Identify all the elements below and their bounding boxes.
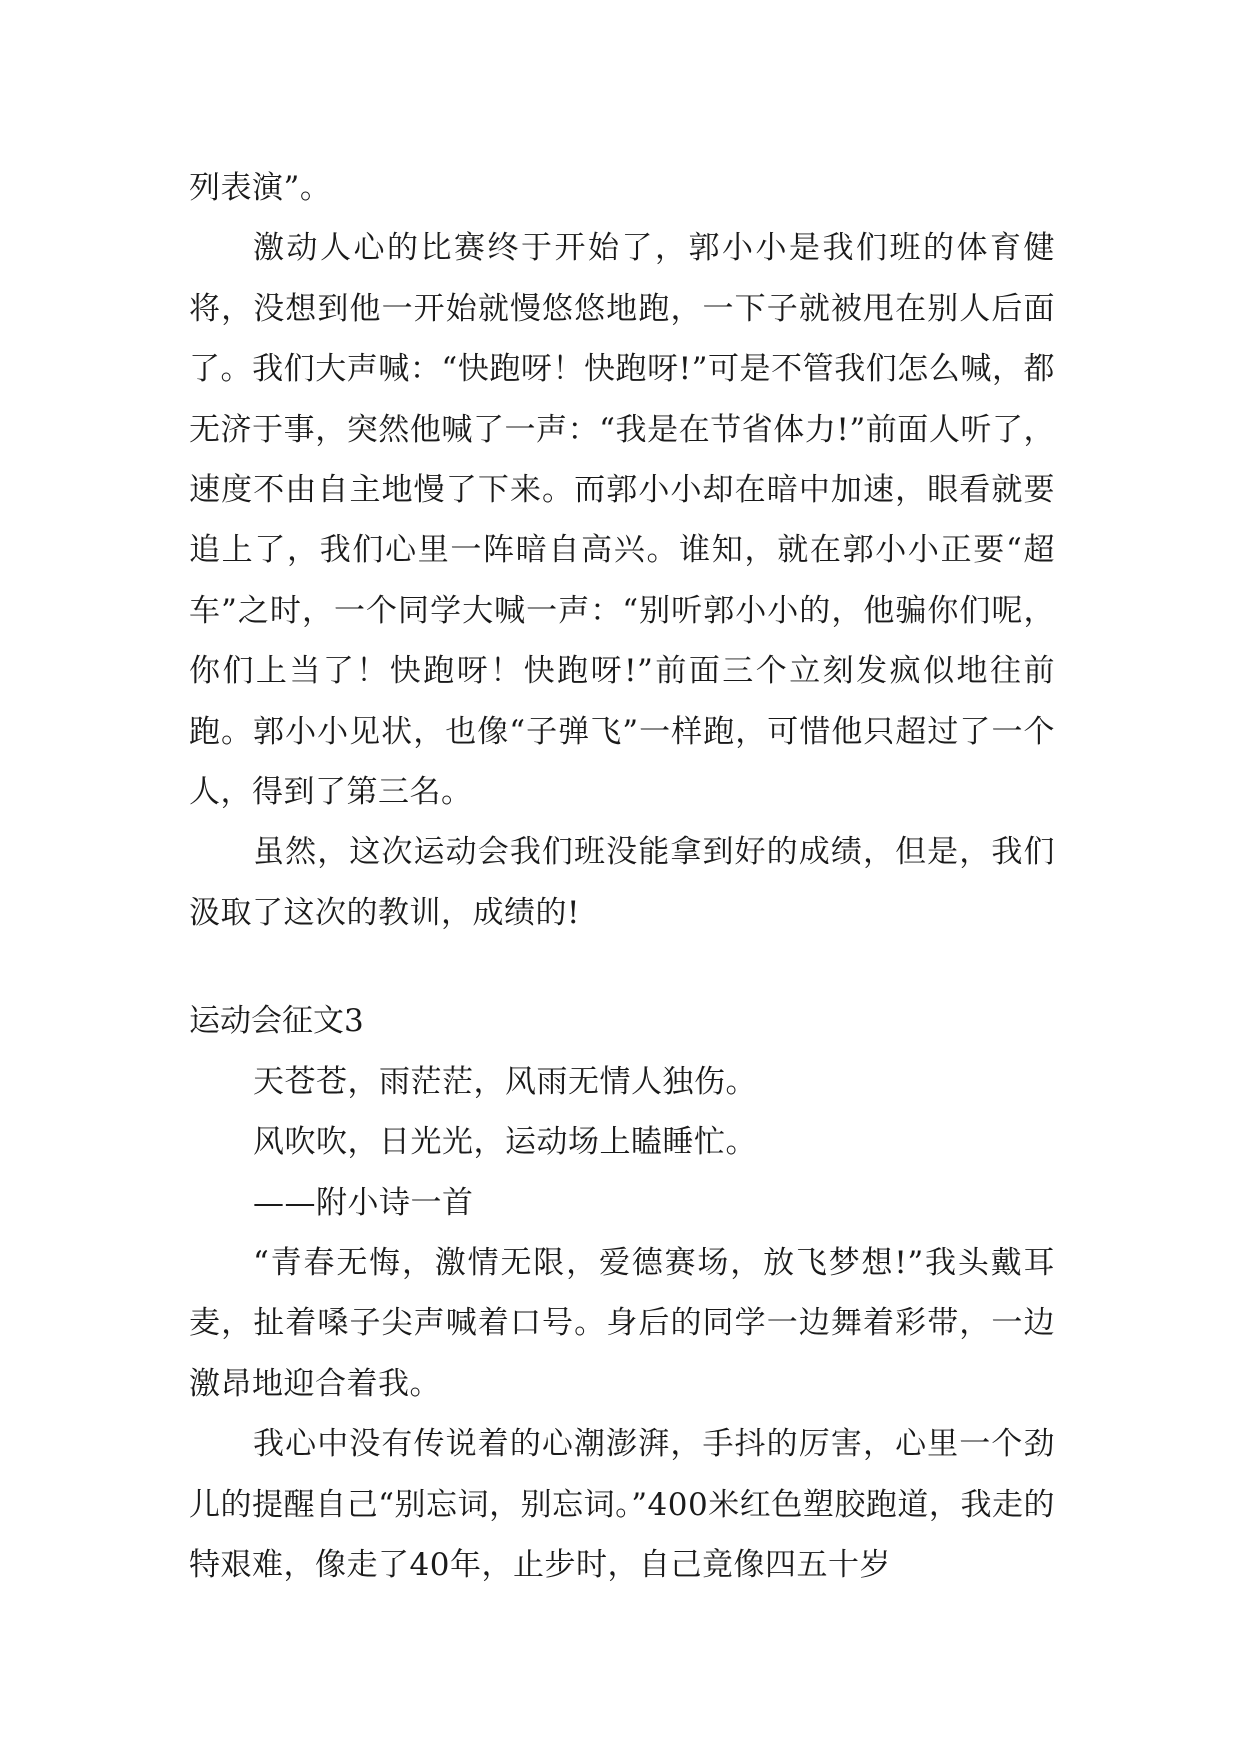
paragraph-race: 激动人心的比赛终于开始了，郭小小是我们班的体育健将，没想到他一开始就慢悠悠地跑，一下子就被甩在别人后面了。我们大声喊：“快跑呀！快跑呀!”可是不管我们怎么喊，都无济于事，突然他喊了一声：“我是在节省体力!”前面人听了，速度不由自主地慢了下来。而郭小小却在暗中加速，眼看就要追上了，我们心里一阵暗自高兴。谁知，就在郭小小正要“超车”之时，一个同学大喊一声：“别听郭小小的，他骗你们呢，你们上当了！快跑呀！快跑呀!”前面三个立刻发疯似地往前跑。郭小小见状，也像“子弹飞”一样跑，可惜他只超过了一个人，得到了第三名。	[189, 230, 1055, 811]
section-heading: 运动会征文3	[189, 1003, 364, 1040]
poem-line-1: 天苍苍，雨茫茫，风雨无情人独伤。	[253, 1063, 757, 1100]
poem-line-2: 风吹吹，日光光，运动场上瞌睡忙。	[253, 1124, 757, 1161]
paragraph-continuation: 列表演”。	[189, 170, 332, 206]
paragraph-slogan: “青春无悔，激情无限，爱德赛场，放飞梦想!”我头戴耳麦，扯着嗓子尖声喊着口号。身后的同学一边舞着彩带，一边激昂地迎合着我。	[189, 1244, 1055, 1402]
poem-attribution: ——附小诗一首	[253, 1184, 474, 1221]
section-gap	[189, 943, 1055, 991]
paragraph-conclusion: 虽然，这次运动会我们班没能拿到好的成绩，但是，我们汲取了这次的教训，成绩的!	[189, 834, 1055, 931]
paragraph-track: 我心中没有传说着的心潮澎湃，手抖的厉害，心里一个劲儿的提醒自己“别忘词，别忘词。”400米红色塑胶跑道，我走的特艰难，像走了40年，止步时，自己竟像四五十岁	[189, 1426, 1055, 1583]
text-column	[189, 158, 1055, 1595]
